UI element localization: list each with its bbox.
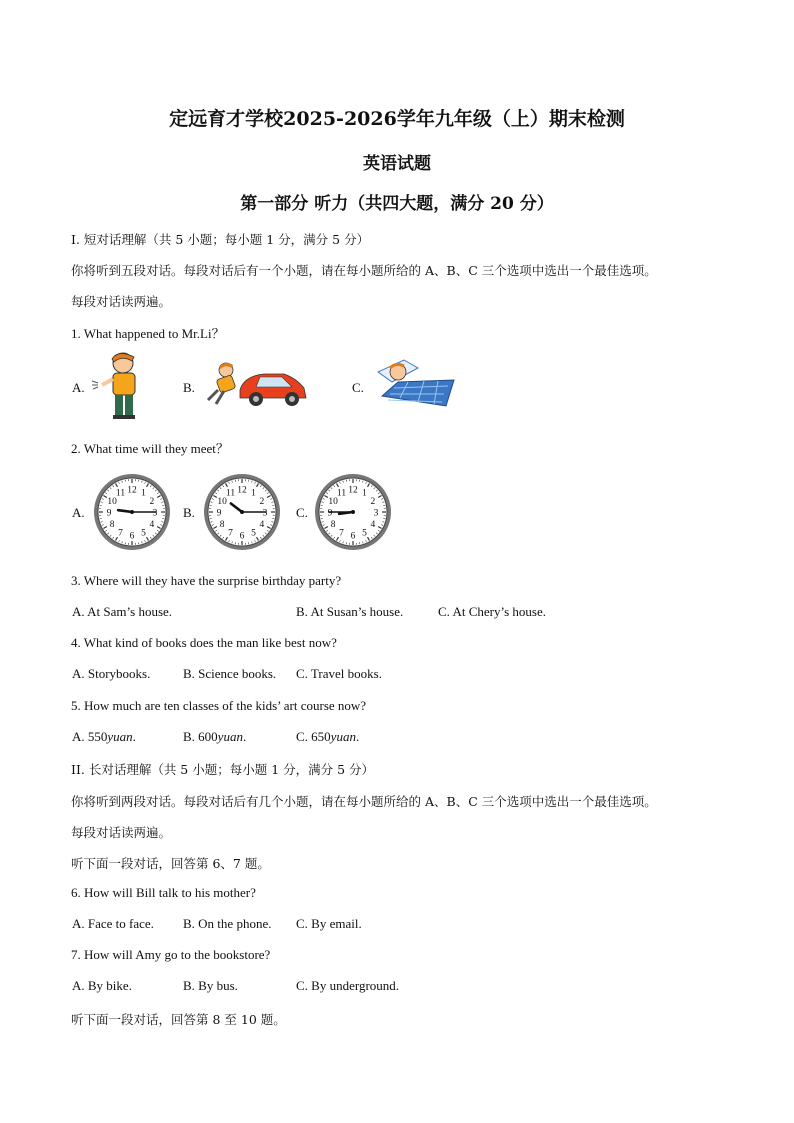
section1-instruction: 你将听到五段对话。每段对话后有一个小题，请在每小题所给的 A、B、C 三个选项中选出一个最佳选项。 [71,263,657,278]
listen-instruction-8-10: 听下面一段对话，回答第 8 至 10 题。 [71,1012,286,1027]
question-7: 7. How will Amy go to the bookstore? [71,947,271,962]
clock-number: 12 [348,485,358,496]
question-4: 4. What kind of books does the man like best now? [71,635,337,650]
clock-number: 4 [149,520,155,530]
q5-option-a: A. 550yuan. [72,729,136,744]
clock-number: 11 [225,488,236,499]
clock-number: 2 [370,497,376,507]
clock-number: 9 [216,508,222,519]
clock-number: 2 [149,497,155,507]
clock-center [240,510,244,514]
clock-number: 10 [328,497,338,507]
clock-number: 9 [106,508,112,519]
q3-option-c: C. At Chery’s house. [438,604,546,619]
subject-title: 英语试题 [363,154,431,174]
exam-title: 定远育才学校2025-2026学年九年级（上）期末检测 [169,108,625,130]
listen-instruction-6-7: 听下面一段对话，回答第 6、7 题。 [71,856,270,871]
q5-option-c: C. 650yuan. [296,729,360,744]
section2-instruction-2: 每段对话读两遍。 [71,825,172,840]
q7-option-a: A. By bike. [72,978,132,993]
q2-option-b-label: B. [183,505,195,520]
clock-number: 5 [251,528,256,539]
q3-option-b: B. At Susan’s house. [296,604,404,619]
clock-number: 7 [339,528,344,539]
clock-number: 1 [362,488,367,499]
clock-number: 9 [327,508,333,519]
clock-number: 6 [350,531,356,542]
clock-number: 11 [336,488,347,499]
q2-option-a-label: A. [72,505,85,520]
clock-center [130,510,134,514]
clock-number: 10 [217,497,227,507]
clock-b-image [202,472,282,552]
q6-option-a: A. Face to face. [72,916,154,931]
question-2: 2. What time will they meet？ [71,441,229,456]
clock-center [351,510,355,514]
q4-option-a: A. Storybooks. [72,666,151,681]
q2-option-c-label: C. [296,505,308,520]
clock-number: 3 [262,508,268,519]
clock-a-image [92,472,172,552]
clock-number: 12 [237,485,247,496]
clock-number: 6 [129,531,135,542]
q5-option-b: B. 600yuan. [183,729,247,744]
clock-number: 11 [115,488,126,499]
boy-hit-by-car-image [200,360,310,410]
clock-number: 3 [373,508,379,519]
q1-option-b-label: B. [183,380,195,395]
q1-option-c-label: C. [352,380,364,395]
clock-number: 8 [109,520,115,530]
q7-option-c: C. By underground. [296,978,400,993]
clock-number: 2 [259,497,265,507]
clock-number: 1 [141,488,146,499]
clock-number: 4 [259,520,265,530]
boy-coughing-image [88,349,154,421]
clock-number: 3 [152,508,158,519]
section1-heading: I. 短对话理解（共 5 小题；每小题 1 分，满分 5 分） [71,232,370,247]
section1-instruction-2: 每段对话读两遍。 [71,294,172,309]
clock-number: 8 [219,520,225,530]
clock-number: 5 [141,528,146,539]
q3-option-a: A. At Sam’s house. [72,604,173,619]
clock-number: 7 [228,528,233,539]
q4-option-c: C. Travel books. [296,666,382,681]
clock-number: 5 [362,528,367,539]
q6-option-b: B. On the phone. [183,916,272,931]
q1-option-a-label: A. [72,380,85,395]
boy-sleeping-in-bed-image [368,354,456,412]
q7-option-b: B. By bus. [183,978,238,993]
q4-option-b: B. Science books. [183,666,277,681]
section2-heading: II. 长对话理解（共 5 小题；每小题 1 分，满分 5 分） [71,762,375,777]
clock-number: 10 [107,497,117,507]
part-title: 第一部分 听力（共四大题，满分 20 分） [240,194,554,214]
clock-number: 6 [239,531,245,542]
clock-number: 8 [330,520,336,530]
clock-number: 1 [251,488,256,499]
clock-number: 7 [118,528,123,539]
question-1: 1. What happened to Mr.Li？ [71,326,225,341]
clock-hour-hand [118,510,132,512]
question-5: 5. How much are ten classes of the kids’ art course now? [71,698,367,713]
clock-number: 12 [127,485,137,496]
question-3: 3. Where will they have the surprise birthday party? [71,573,342,588]
clock-number: 4 [370,520,376,530]
question-6: 6. How will Bill talk to his mother? [71,885,256,900]
clock-c-image [313,472,393,552]
q6-option-c: C. By email. [296,916,362,931]
section2-instruction: 你将听到两段对话。每段对话后有几个小题，请在每小题所给的 A、B、C 三个选项中选出一个最佳选项。 [71,794,657,809]
